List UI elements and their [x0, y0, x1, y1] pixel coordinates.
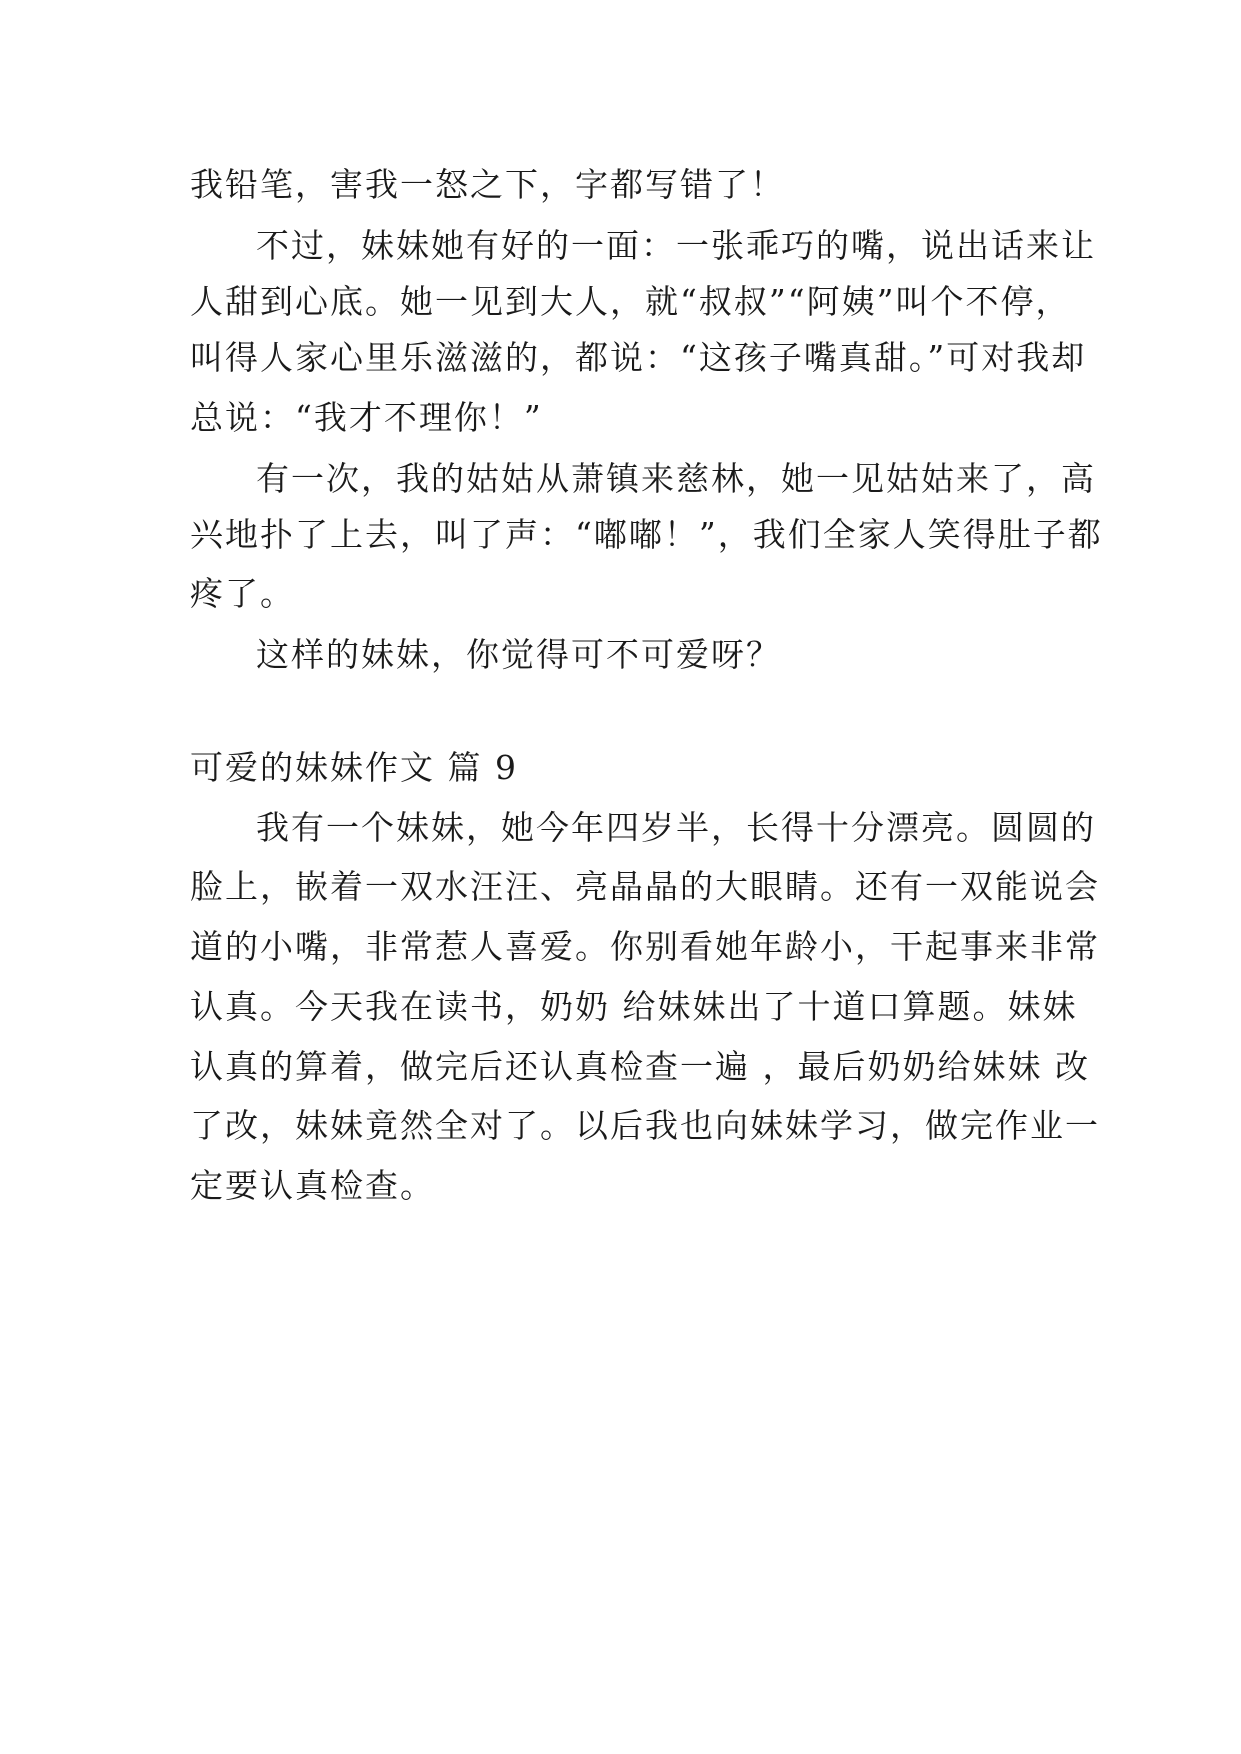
paragraph-start-line: 这样的妹妹，你觉得可不可爱呀？	[256, 635, 781, 674]
text-line: 了改，妹妹竟然全对了。以后我也向妹妹学习，做完作业一	[190, 1106, 1100, 1145]
text-line: 定要认真检查。	[190, 1166, 435, 1205]
text-line: 兴地扑了上去，叫了声：“嘟嘟！”，我们全家人笑得肚子都	[190, 515, 1103, 554]
text-line: 总说：“我才不理你！”	[190, 398, 543, 437]
paragraph-start-line: 我有一个妹妹，她今年四岁半，长得十分漂亮。圆圆的	[256, 808, 1096, 847]
text-line: 叫得人家心里乐滋滋的，都说：“这孩子嘴真甜。”可对我却	[190, 338, 1087, 377]
section-heading: 可爱的妹妹作文 篇 9	[190, 748, 518, 787]
text-line: 人甜到心底。她一见到大人，就“叔叔”“阿姨”叫个不停，	[190, 282, 1071, 321]
paragraph-start-line: 有一次，我的姑姑从萧镇来慈林，她一见姑姑来了，高	[256, 459, 1096, 498]
text-line: 认真。今天我在读书，奶奶 给妹妹出了十道口算题。妹妹	[190, 987, 1078, 1026]
text-line: 认真的算着，做完后还认真检查一遍 ，最后奶奶给妹妹 改	[190, 1047, 1090, 1086]
text-line: 脸上，嵌着一双水汪汪、亮晶晶的大眼睛。还有一双能说会	[190, 867, 1100, 906]
text-line: 我铅笔，害我一怒之下，字都写错了！	[190, 165, 785, 204]
text-line: 道的小嘴，非常惹人喜爱。你别看她年龄小，干起事来非常	[190, 927, 1100, 966]
text-line: 疼了。	[190, 574, 295, 613]
paragraph-start-line: 不过，妹妹她有好的一面：一张乖巧的嘴，说出话来让	[256, 226, 1096, 265]
